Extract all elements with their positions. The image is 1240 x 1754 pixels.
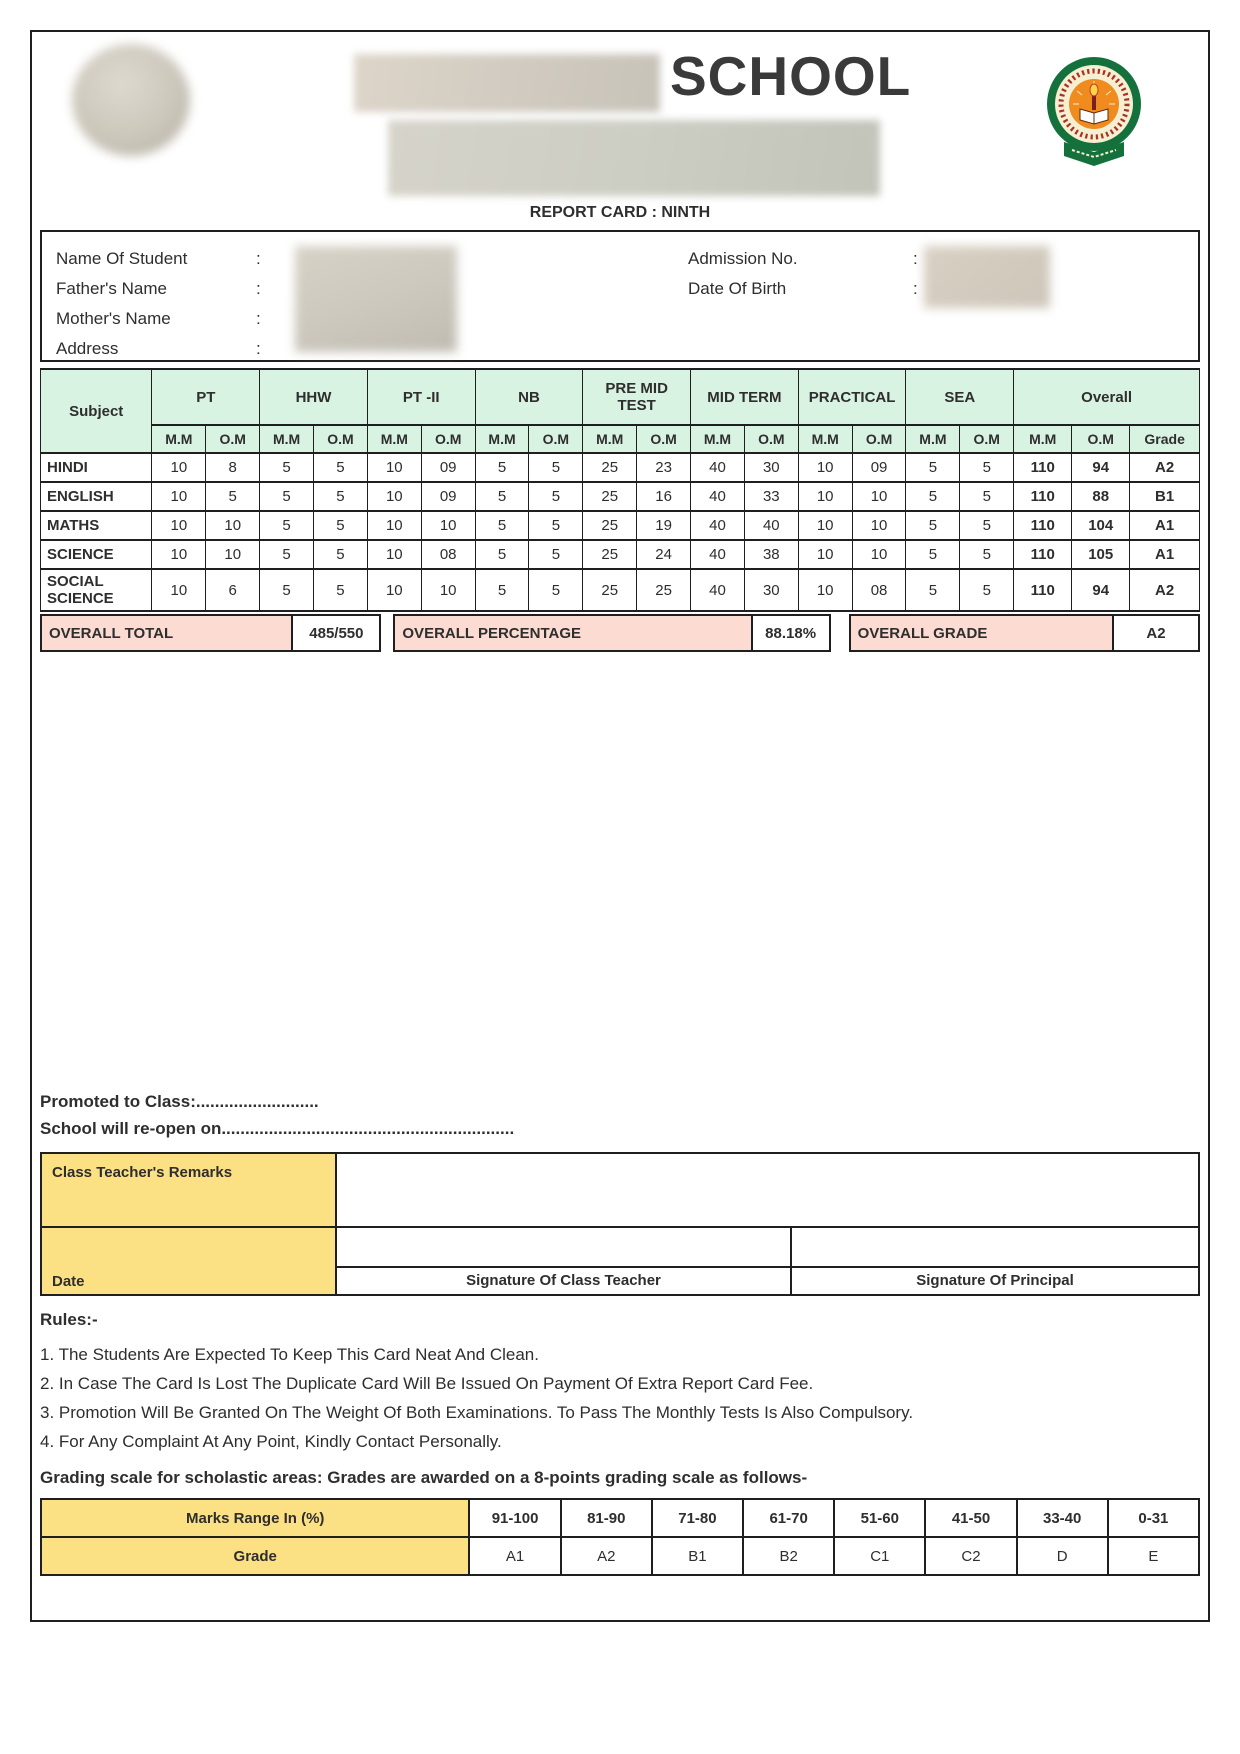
marks-cell: 5 bbox=[906, 540, 960, 569]
marks-cell: 40 bbox=[744, 511, 798, 540]
overall-mm-header: M.M bbox=[1014, 425, 1072, 453]
student-info-box bbox=[40, 230, 1200, 362]
om-header: O.M bbox=[744, 425, 798, 453]
date-label: Date bbox=[42, 1226, 337, 1294]
om-header: O.M bbox=[206, 425, 260, 453]
marks-cell: 40 bbox=[691, 511, 745, 540]
overall-total-pill bbox=[40, 614, 381, 652]
overall-percentage-value: 88.18% bbox=[753, 616, 829, 650]
marks-cell: 25 bbox=[583, 540, 637, 569]
remarks-table bbox=[40, 1152, 1200, 1296]
page-frame bbox=[30, 30, 1210, 1622]
mm-header: M.M bbox=[260, 425, 314, 453]
marks-cell: 23 bbox=[637, 453, 691, 482]
marks-cell: 5 bbox=[529, 482, 583, 511]
overall-mm-cell: 110 bbox=[1014, 569, 1072, 611]
marks-cell: 5 bbox=[529, 540, 583, 569]
grade-value-cell: D bbox=[1017, 1537, 1108, 1575]
marks-cell: 10 bbox=[852, 540, 906, 569]
marks-cell: 5 bbox=[960, 453, 1014, 482]
marks-cell: 10 bbox=[367, 540, 421, 569]
header bbox=[40, 36, 1200, 204]
marks-cell: 5 bbox=[960, 540, 1014, 569]
range-cell: 41-50 bbox=[925, 1499, 1016, 1537]
marks-cell: 10 bbox=[421, 511, 475, 540]
marks-cell: 10 bbox=[367, 453, 421, 482]
grade-cell: A2 bbox=[1130, 453, 1200, 482]
cbse-board-emblem-icon bbox=[1042, 54, 1146, 172]
marks-cell: 5 bbox=[314, 482, 368, 511]
group-header: PRACTICAL bbox=[798, 369, 906, 425]
signature-principal-space bbox=[792, 1228, 1198, 1266]
marks-cell: 10 bbox=[152, 453, 206, 482]
colon: : bbox=[256, 279, 261, 298]
marks-cell: 5 bbox=[906, 453, 960, 482]
marks-cell: 5 bbox=[906, 511, 960, 540]
marks-cell: 10 bbox=[421, 569, 475, 611]
grading-scale-table bbox=[40, 1498, 1200, 1576]
range-cell: 71-80 bbox=[652, 1499, 743, 1537]
marks-cell: 40 bbox=[691, 540, 745, 569]
grade-cell: A2 bbox=[1130, 569, 1200, 611]
dob-row bbox=[688, 274, 933, 304]
marks-cell: 10 bbox=[798, 482, 852, 511]
marks-cell: 5 bbox=[475, 569, 529, 611]
marks-cell: 24 bbox=[637, 540, 691, 569]
marks-cell: 30 bbox=[744, 453, 798, 482]
marks-cell: 5 bbox=[475, 482, 529, 511]
marks-cell: 10 bbox=[206, 511, 260, 540]
grading-scale-note: Grading scale for scholastic areas: Grades are awarded on a 8-points grading scale as follows- bbox=[40, 1468, 808, 1487]
grade-cell: B1 bbox=[1130, 482, 1200, 511]
overall-percentage-label: OVERALL PERCENTAGE bbox=[395, 616, 752, 650]
marks-cell: 40 bbox=[691, 453, 745, 482]
overall-total-value: 485/550 bbox=[293, 616, 379, 650]
rule-item: 2. In Case The Card Is Lost The Duplicate Card Will Be Issued On Payment Of Extra Report Card Fee. bbox=[40, 1374, 814, 1393]
marks-cell: 5 bbox=[475, 540, 529, 569]
report-card-title: REPORT CARD : NINTH bbox=[529, 204, 711, 221]
om-header: O.M bbox=[852, 425, 906, 453]
marks-cell: 5 bbox=[260, 453, 314, 482]
group-header: PRE MID TEST bbox=[583, 369, 691, 425]
marks-cell: 25 bbox=[583, 453, 637, 482]
overall-om-header: O.M bbox=[1072, 425, 1130, 453]
overall-total-label: OVERALL TOTAL bbox=[42, 616, 293, 650]
marks-cell: 08 bbox=[852, 569, 906, 611]
marks-row bbox=[41, 569, 1200, 611]
dob-label: Date Of Birth bbox=[688, 279, 787, 298]
marks-cell: 10 bbox=[367, 569, 421, 611]
marks-cell: 10 bbox=[206, 540, 260, 569]
grade-value-cell: B1 bbox=[652, 1537, 743, 1575]
marks-cell: 5 bbox=[960, 569, 1014, 611]
marks-cell: 5 bbox=[314, 453, 368, 482]
marks-cell: 5 bbox=[906, 482, 960, 511]
overall-om-cell: 104 bbox=[1072, 511, 1130, 540]
grade-value-cell: A2 bbox=[561, 1537, 652, 1575]
marks-cell: 25 bbox=[583, 511, 637, 540]
address-label: Address bbox=[56, 339, 119, 358]
overall-grade-label: OVERALL GRADE bbox=[851, 616, 1114, 650]
overall-grade-value: A2 bbox=[1114, 616, 1198, 650]
marks-cell: 5 bbox=[314, 540, 368, 569]
overall-om-cell: 94 bbox=[1072, 453, 1130, 482]
marks-header-subs-row bbox=[41, 425, 1200, 453]
admission-no-row bbox=[688, 244, 933, 274]
marks-cell: 08 bbox=[421, 540, 475, 569]
overall-mm-cell: 110 bbox=[1014, 482, 1072, 511]
promoted-to-class-line: Promoted to Class:.......................... bbox=[40, 1092, 319, 1111]
signature-principal-label: Signature Of Principal bbox=[792, 1266, 1198, 1294]
grading-ranges-row bbox=[41, 1499, 1199, 1537]
marks-cell: 6 bbox=[206, 569, 260, 611]
marks-cell: 5 bbox=[529, 453, 583, 482]
grade-value-cell: B2 bbox=[743, 1537, 834, 1575]
group-header: NB bbox=[475, 369, 583, 425]
admission-values-redacted bbox=[924, 246, 1050, 308]
marks-row bbox=[41, 453, 1200, 482]
marks-cell: 10 bbox=[798, 569, 852, 611]
grade-cell: A1 bbox=[1130, 540, 1200, 569]
marks-cell: 10 bbox=[852, 511, 906, 540]
subject-cell: SOCIAL SCIENCE bbox=[41, 569, 152, 611]
om-header: O.M bbox=[960, 425, 1014, 453]
marks-cell: 16 bbox=[637, 482, 691, 511]
mm-header: M.M bbox=[691, 425, 745, 453]
overall-percentage-pill bbox=[393, 614, 830, 652]
group-header: MID TERM bbox=[691, 369, 799, 425]
school-reopen-line: School will re-open on.............................................................. bbox=[40, 1119, 515, 1138]
om-header: O.M bbox=[421, 425, 475, 453]
subject-cell: ENGLISH bbox=[41, 482, 152, 511]
marks-cell: 5 bbox=[475, 511, 529, 540]
signature-principal-cell bbox=[792, 1226, 1198, 1294]
range-cell: 61-70 bbox=[743, 1499, 834, 1537]
grade-value-cell: C2 bbox=[925, 1537, 1016, 1575]
school-address-redacted bbox=[388, 120, 880, 196]
marks-cell: 5 bbox=[906, 569, 960, 611]
overall-om-cell: 88 bbox=[1072, 482, 1130, 511]
mother-name-label: Mother's Name bbox=[56, 309, 171, 328]
marks-cell: 40 bbox=[691, 482, 745, 511]
marks-cell: 33 bbox=[744, 482, 798, 511]
subject-cell: HINDI bbox=[41, 453, 152, 482]
student-name-label: Name Of Student bbox=[56, 249, 188, 268]
marks-cell: 25 bbox=[583, 569, 637, 611]
group-header: PT -II bbox=[367, 369, 475, 425]
mm-header: M.M bbox=[367, 425, 421, 453]
marks-cell: 25 bbox=[637, 569, 691, 611]
marks-cell: 5 bbox=[529, 511, 583, 540]
marks-cell: 5 bbox=[260, 540, 314, 569]
marks-cell: 5 bbox=[960, 511, 1014, 540]
marks-cell: 10 bbox=[367, 482, 421, 511]
address-row bbox=[56, 334, 1184, 364]
school-name-redacted bbox=[354, 54, 660, 112]
marks-cell: 38 bbox=[744, 540, 798, 569]
marks-cell: 10 bbox=[152, 569, 206, 611]
rule-item: 3. Promotion Will Be Granted On The Weight Of Both Examinations. To Pass The Monthly Tests Is Also Compulsory. bbox=[40, 1403, 914, 1422]
mother-name-row bbox=[56, 304, 1184, 334]
marks-cell: 5 bbox=[260, 511, 314, 540]
school-logo-redacted bbox=[72, 44, 190, 156]
marks-range-label: Marks Range In (%) bbox=[41, 1499, 469, 1537]
subject-cell: SCIENCE bbox=[41, 540, 152, 569]
grade-row-label: Grade bbox=[41, 1537, 469, 1575]
marks-cell: 5 bbox=[529, 569, 583, 611]
om-header: O.M bbox=[529, 425, 583, 453]
blank-space bbox=[40, 652, 1200, 1088]
mm-header: M.M bbox=[583, 425, 637, 453]
rule-item: 4. For Any Complaint At Any Point, Kindly Contact Personally. bbox=[40, 1432, 502, 1451]
subject-header: Subject bbox=[41, 369, 152, 453]
overall-header: Overall bbox=[1014, 369, 1200, 425]
father-name-label: Father's Name bbox=[56, 279, 167, 298]
rules-title: Rules:- bbox=[40, 1310, 98, 1329]
range-cell: 81-90 bbox=[561, 1499, 652, 1537]
marks-cell: 10 bbox=[152, 482, 206, 511]
signature-teacher-space bbox=[337, 1228, 790, 1266]
marks-cell: 5 bbox=[314, 569, 368, 611]
mm-header: M.M bbox=[906, 425, 960, 453]
marks-cell: 5 bbox=[260, 569, 314, 611]
colon: : bbox=[256, 249, 261, 268]
marks-cell: 5 bbox=[960, 482, 1014, 511]
marks-cell: 10 bbox=[798, 511, 852, 540]
marks-cell: 5 bbox=[206, 482, 260, 511]
om-header: O.M bbox=[637, 425, 691, 453]
grade-value-cell: A1 bbox=[469, 1537, 560, 1575]
group-header: PT bbox=[152, 369, 260, 425]
signature-teacher-label: Signature Of Class Teacher bbox=[337, 1266, 790, 1294]
overall-grade-pill bbox=[849, 614, 1200, 652]
colon: : bbox=[913, 249, 918, 268]
marks-cell: 5 bbox=[260, 482, 314, 511]
marks-cell: 8 bbox=[206, 453, 260, 482]
marks-cell: 19 bbox=[637, 511, 691, 540]
school-title: SCHOOL bbox=[670, 45, 912, 107]
grade-header: Grade bbox=[1130, 425, 1200, 453]
marks-cell: 40 bbox=[691, 569, 745, 611]
marks-cell: 5 bbox=[475, 453, 529, 482]
colon: : bbox=[256, 339, 261, 358]
marks-cell: 10 bbox=[798, 453, 852, 482]
marks-cell: 30 bbox=[744, 569, 798, 611]
marks-row bbox=[41, 482, 1200, 511]
marks-cell: 09 bbox=[421, 453, 475, 482]
mm-header: M.M bbox=[152, 425, 206, 453]
marks-cell: 10 bbox=[798, 540, 852, 569]
marks-table bbox=[40, 368, 1200, 612]
summary-row bbox=[40, 614, 1200, 652]
overall-om-cell: 105 bbox=[1072, 540, 1130, 569]
teacher-remarks-space bbox=[337, 1154, 1198, 1226]
marks-cell: 10 bbox=[367, 511, 421, 540]
overall-mm-cell: 110 bbox=[1014, 453, 1072, 482]
marks-cell: 10 bbox=[152, 540, 206, 569]
subject-cell: MATHS bbox=[41, 511, 152, 540]
marks-row bbox=[41, 511, 1200, 540]
marks-cell: 25 bbox=[583, 482, 637, 511]
group-header: HHW bbox=[260, 369, 368, 425]
teacher-remarks-label: Class Teacher's Remarks bbox=[42, 1154, 337, 1226]
colon: : bbox=[256, 309, 261, 328]
rule-item: 1. The Students Are Expected To Keep This Card Neat And Clean. bbox=[40, 1345, 539, 1364]
grading-grades-row bbox=[41, 1537, 1199, 1575]
marks-header-groups-row bbox=[41, 369, 1200, 425]
overall-mm-cell: 110 bbox=[1014, 511, 1072, 540]
mm-header: M.M bbox=[475, 425, 529, 453]
colon: : bbox=[913, 279, 918, 298]
marks-cell: 10 bbox=[852, 482, 906, 511]
rules-list bbox=[40, 1340, 1200, 1456]
student-info-right-column bbox=[688, 244, 933, 304]
range-cell: 91-100 bbox=[469, 1499, 560, 1537]
grade-value-cell: C1 bbox=[834, 1537, 925, 1575]
range-cell: 0-31 bbox=[1108, 1499, 1199, 1537]
mm-header: M.M bbox=[798, 425, 852, 453]
marks-cell: 09 bbox=[421, 482, 475, 511]
signature-teacher-cell bbox=[337, 1226, 792, 1294]
om-header: O.M bbox=[314, 425, 368, 453]
grade-value-cell: E bbox=[1108, 1537, 1199, 1575]
grade-cell: A1 bbox=[1130, 511, 1200, 540]
group-header: SEA bbox=[906, 369, 1014, 425]
range-cell: 51-60 bbox=[834, 1499, 925, 1537]
admission-no-label: Admission No. bbox=[688, 249, 798, 268]
marks-row bbox=[41, 540, 1200, 569]
overall-om-cell: 94 bbox=[1072, 569, 1130, 611]
marks-cell: 5 bbox=[314, 511, 368, 540]
overall-mm-cell: 110 bbox=[1014, 540, 1072, 569]
marks-table-body bbox=[41, 453, 1200, 611]
marks-cell: 09 bbox=[852, 453, 906, 482]
student-values-redacted bbox=[295, 246, 457, 352]
marks-cell: 10 bbox=[152, 511, 206, 540]
range-cell: 33-40 bbox=[1017, 1499, 1108, 1537]
